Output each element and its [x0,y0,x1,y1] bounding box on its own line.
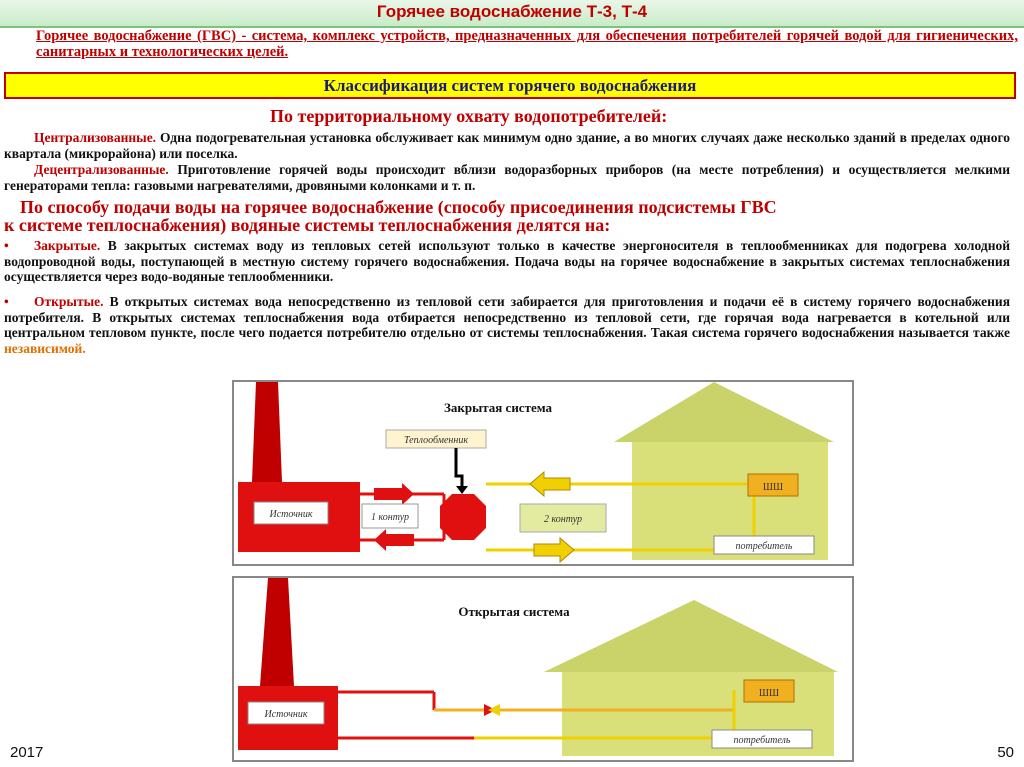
consumer-label: потребитель [733,735,791,746]
closed-system-diagram [232,380,854,566]
bullet: • [4,294,9,309]
pointer-line [456,448,462,490]
centralized-paragraph [4,130,1010,161]
open-system-diagram [232,576,854,762]
intro-text: Горячее водоснабжение (ГВС) - система, комплекс устройств, предназначенных для обеспечения потребителей горячей водой для гигиенических, санитарных и технологических целей. [36,28,1018,60]
territorial-heading: По территориальному охвату водопотребителей: [270,106,668,126]
closed-text: В закрытых системах воду из тепловых сетей используют только в качестве энергоносителя в теплообменниках для подогрева холодной водопроводной воды, поступающей в местную систему горячего водоснабжения. Подача воды на горячее водоснабжение в закрытых системах теплоснабжения осуществляется через водо-водяные теплообменники. [4,238,1010,285]
chimney-icon [260,578,294,686]
classification-title: Классификация систем горячего водоснабжения [4,72,1016,99]
decentralized-paragraph [4,162,1010,193]
arrow-right-icon [374,483,414,505]
chimney-icon [252,382,282,482]
independent-term: независимой. [4,340,86,356]
arrow-left-icon [488,704,500,716]
bullet: • [4,238,9,253]
arrow-left-icon [374,529,414,551]
circuit1-label: 1 контур [370,512,410,523]
pointer-arrow-icon [456,486,468,494]
open-diagram-title: Открытая система [458,604,570,619]
decentralized-term: Децентрализованные. [34,162,169,177]
open-term: Открытые. [34,294,104,309]
page-number: 50 [997,744,1014,761]
footer-year: 2017 [10,744,44,761]
consumer-label: потребитель [735,541,793,552]
source-label: Источник [269,509,313,520]
radiator-label: ШШ [762,482,784,493]
house-roof [544,600,838,672]
closed-term: Закрытые. [34,238,101,253]
arrow-right-yellow-icon [534,538,574,562]
open-text: В открытых системах вода непосредственно из тепловой сети забирается для приготовления и подачи её в систему горячего водоснабжения потребителя. В открытых системах теплоснабжения вода отбирается непосредственно из тепловой сети, где горячая вода нагревается в котельной или центральном тепловом пункте, после чего подается потребителю отдельно от системы теплоснабжения. Такая система горячего водоснабжения называется также [4,294,1010,341]
heat-exchanger-label: Теплообменник [403,435,469,446]
decentralized-text: Приготовление горячей воды происходит вблизи водоразборных приборов (на месте потребления) и осуществляется мелкими генераторами тепла: газовыми нагревателями, дровяными колонками и т. п. [4,162,1010,193]
source-label: Источник [264,709,308,720]
circuit2-label: 2 контур [543,514,583,525]
closed-paragraph [4,238,1010,285]
centralized-term: Централизованные. [34,130,157,145]
arrow-left-yellow-icon [530,472,570,496]
page-title: Горячее водоснабжение Т-3, Т-4 [0,0,1024,28]
heat-exchanger-icon [440,494,486,540]
supply-heading-line2: к системе теплоснабжения) водяные системы теплоснабжения делятся на: [4,215,611,235]
supply-heading-line1: По способу подачи воды на горячее водоснабжение (способу присоединения подсистемы ГВС [20,197,777,217]
closed-diagram-title: Закрытая система [443,400,553,415]
centralized-text: Одна подогревательная установка обслуживает как минимум одно здание, а во многих случаях даже несколько зданий в пределах одного квартала (микрорайона) или поселка. [4,130,1010,161]
radiator-label: ШШ [758,688,780,699]
house-roof [614,382,834,442]
open-paragraph [4,294,1010,356]
